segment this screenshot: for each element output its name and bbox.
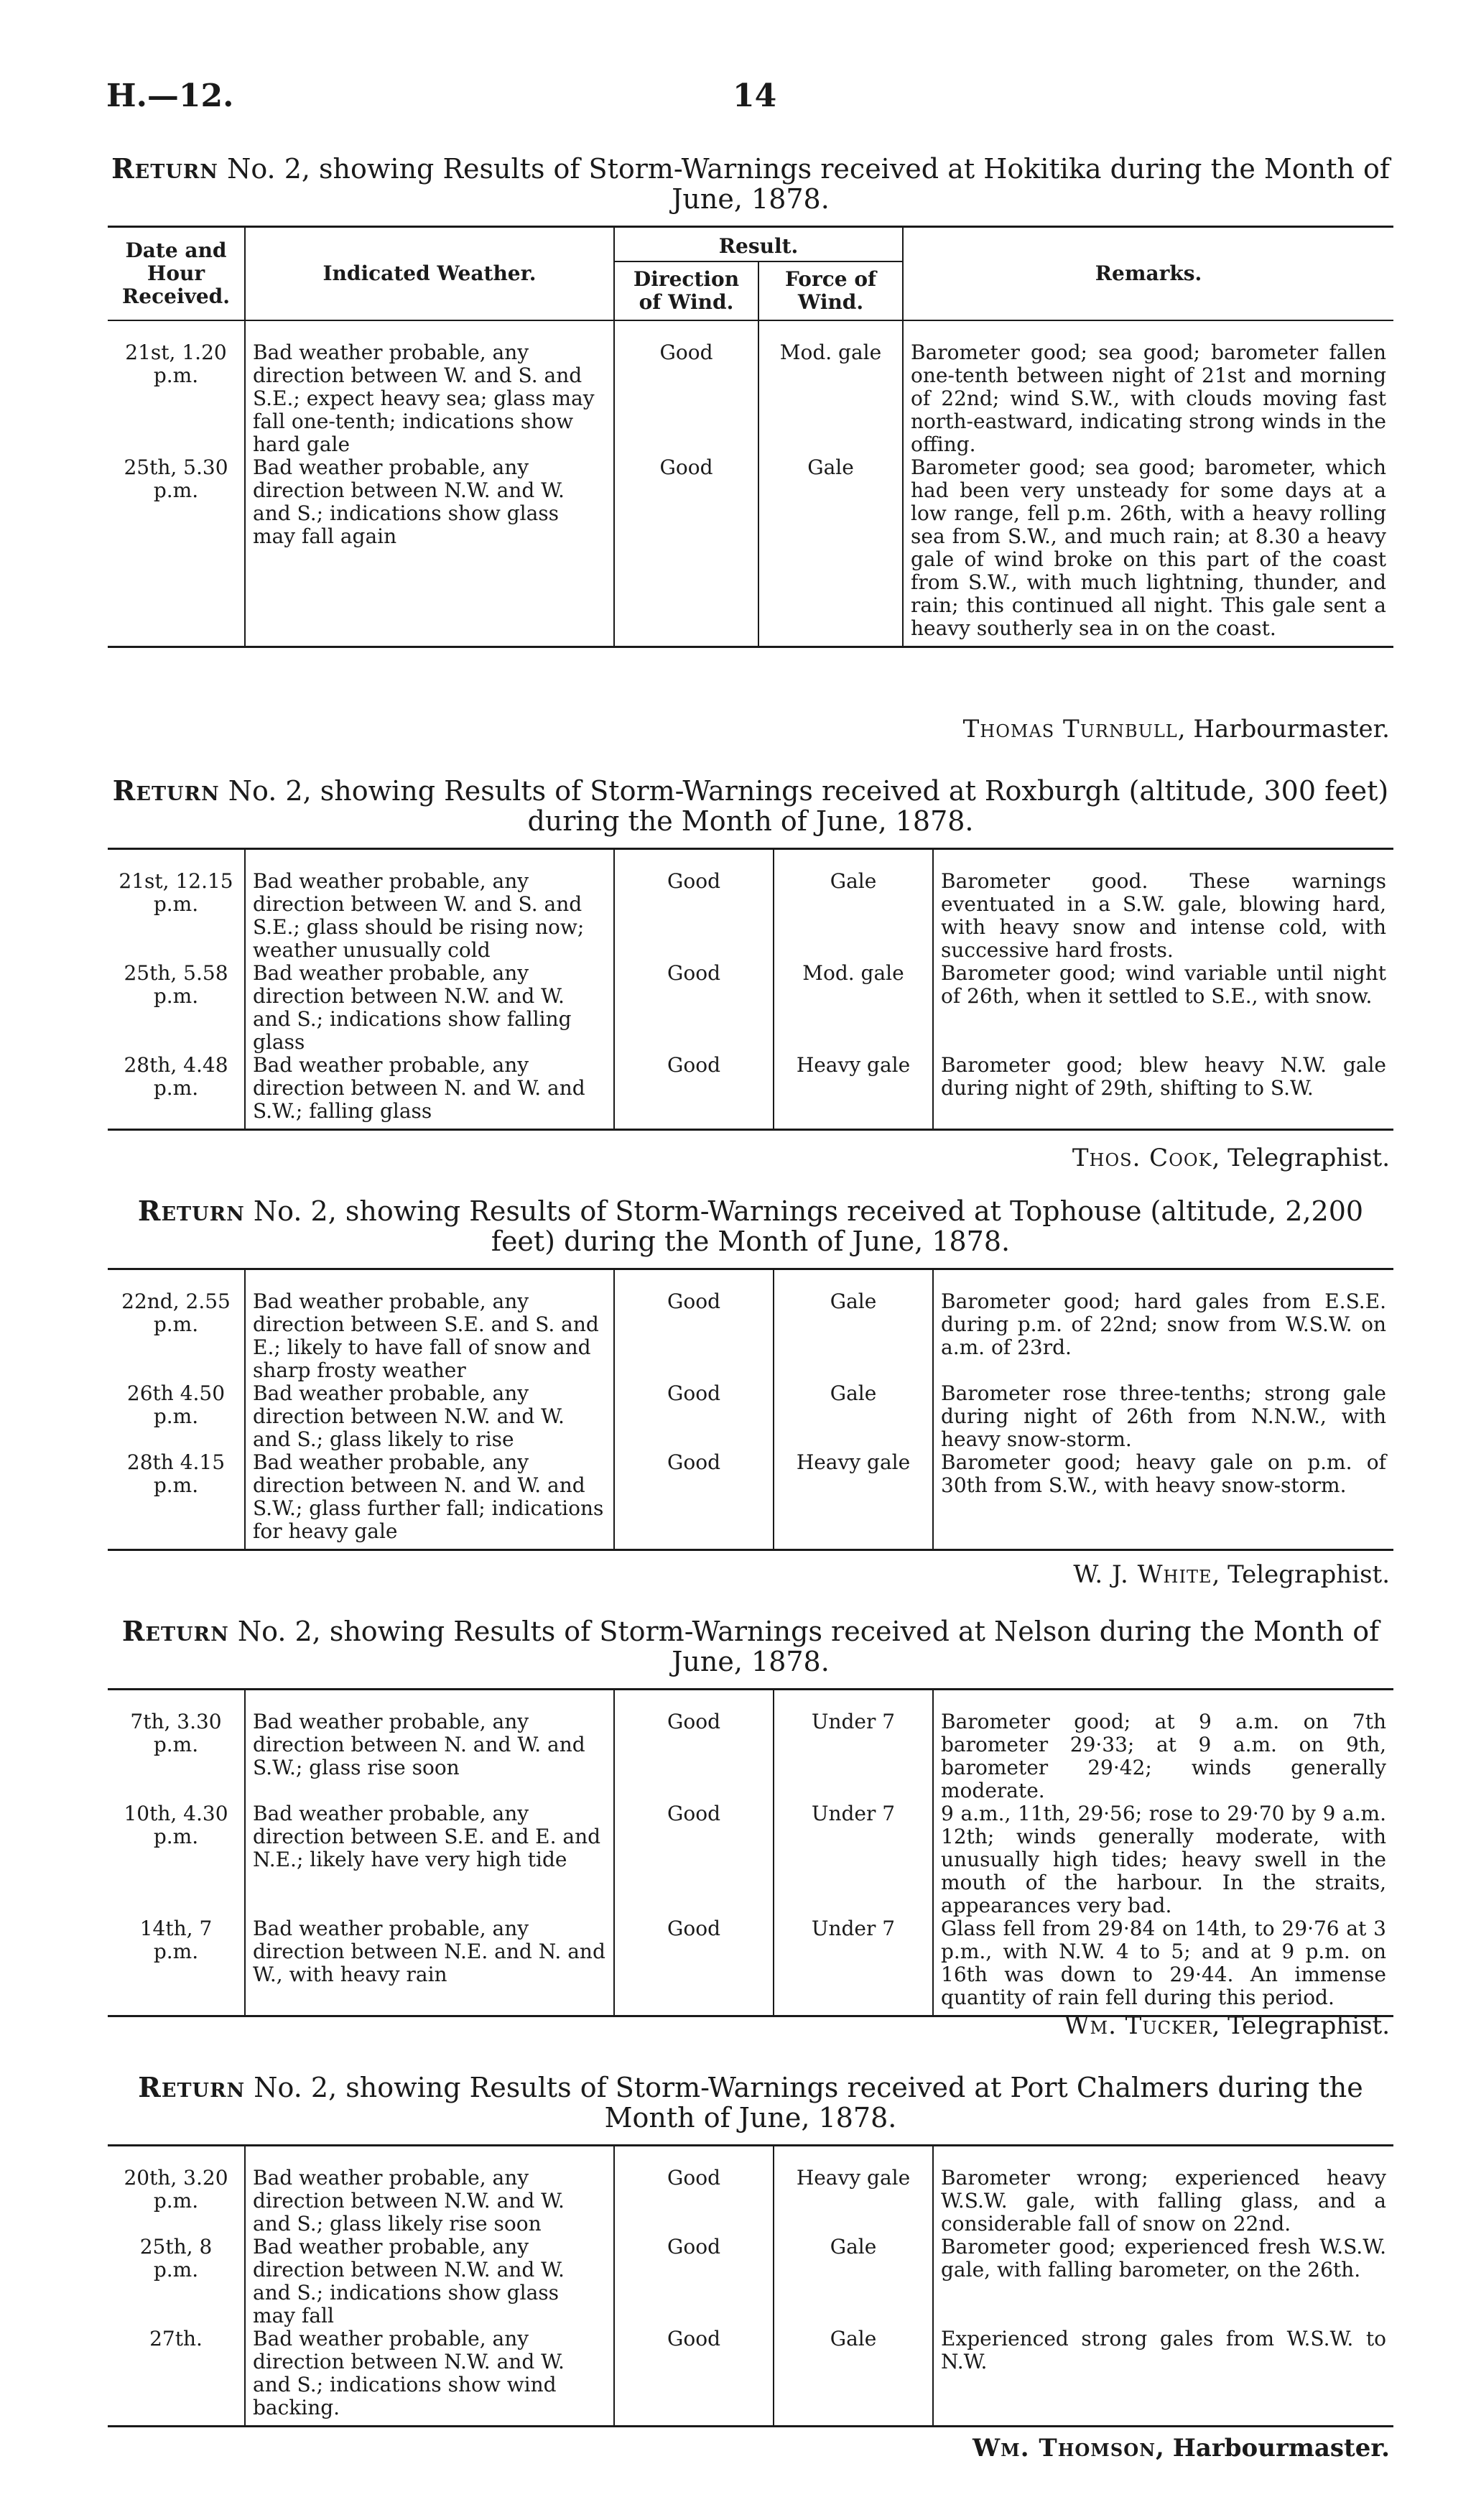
cell-force: Mod. gale [758, 320, 903, 456]
cell-date: 28th 4.15 p.m. [126, 1450, 226, 1497]
cell-indicated: Bad weather probable, any direction between N.W. and W. and S.; indications show glass may fall [245, 2236, 614, 2327]
warnings-table [108, 1688, 1393, 2017]
header-direction: Direction of Wind. [614, 261, 758, 320]
cell-remarks: Barometer rose three-tenths; strong gale during night of 26th from N.N.W., with heavy snow-storm. [933, 1382, 1393, 1451]
signature-name: Wm. Tucker [1064, 2011, 1212, 2040]
cell-force: Gale [774, 2236, 933, 2327]
cell-force: Gale [774, 1269, 933, 1383]
cell-force: Heavy gale [774, 1451, 933, 1550]
cell-force: Gale [774, 849, 933, 963]
header-indicated: Indicated Weather. [245, 227, 614, 321]
cell-direction: Good [614, 2146, 774, 2236]
signature-role: , Harbourmaster. [1177, 715, 1390, 744]
signature-role: , Telegraphist. [1212, 1144, 1390, 1172]
cell-date: 26th 4.50 p.m. [126, 1381, 226, 1428]
table-row [108, 1690, 1393, 1803]
cell-indicated: Bad weather probable, any direction between N.W. and W. and S.; glass likely to rise [245, 1382, 614, 1451]
cell-remarks: Barometer good. These warnings eventuated in a S.W. gale, blowing hard, with heavy snow and intense cold, with successive hard frosts. [933, 849, 1393, 963]
cell-force: Gale [774, 2327, 933, 2427]
signature-tophouse [1073, 1560, 1390, 1589]
cell-indicated: Bad weather probable, any direction between W. and S. and S.E.; glass should be rising now; weather unusually cold [245, 849, 614, 963]
title-lead: Return [121, 1615, 229, 1647]
section-title [108, 154, 1393, 214]
cell-force: Under 7 [774, 1917, 933, 2016]
table-row [108, 1451, 1393, 1550]
section-title [108, 776, 1393, 836]
cell-force: Under 7 [774, 1802, 933, 1917]
signature-port-chalmers [973, 2434, 1390, 2463]
return-section-hokitika [108, 154, 1393, 648]
table-row [108, 1382, 1393, 1451]
cell-date: 25th, 5.30 p.m. [124, 455, 228, 502]
return-section-port-chalmers [108, 2072, 1393, 2427]
signature-roxburgh [1072, 1144, 1390, 1172]
signature-name: Thos. Cook [1072, 1144, 1212, 1172]
cell-date: 28th, 4.48 p.m. [124, 1053, 228, 1100]
cell-direction: Good [614, 1917, 774, 2016]
cell-indicated: Bad weather probable, any direction between N.E. and N. and W., with heavy rain [245, 1917, 614, 2016]
table-row [108, 1054, 1393, 1130]
header-result: Result. [614, 227, 903, 262]
section-title [108, 1616, 1393, 1677]
header-force: Force of Wind. [758, 261, 903, 320]
cell-force: Heavy gale [774, 1054, 933, 1130]
warnings-table [108, 848, 1393, 1131]
table-row [108, 1802, 1393, 1917]
cell-remarks: Barometer good; at 9 a.m. on 7th barometer 29·33; at 9 a.m. on 9th, barometer 29·42; winds generally moderate. [933, 1690, 1393, 1803]
signature-role: , Harbourmaster. [1156, 2434, 1390, 2463]
signature-nelson [1064, 2011, 1390, 2040]
document-reference: H.—12. [106, 78, 234, 114]
cell-date: 25th, 5.58 p.m. [124, 961, 228, 1008]
cell-indicated: Bad weather probable, any direction between S.E. and S. and E.; likely to have fall of snow and sharp frosty weather [245, 1269, 614, 1383]
return-section-roxburgh [108, 776, 1393, 1131]
warnings-table [108, 2144, 1393, 2427]
cell-indicated: Bad weather probable, any direction between N.W. and W. and S.; glass likely rise soon [245, 2146, 614, 2236]
cell-date: 10th, 4.30 p.m. [124, 1802, 228, 1848]
title-text: No. 2, showing Results of Storm-Warnings received at Port Chalmers during the Month of June, 1878. [254, 2072, 1363, 2134]
header-remarks: Remarks. [903, 227, 1393, 321]
cell-direction: Good [614, 1382, 774, 1451]
cell-date: 20th, 3.20 p.m. [124, 2166, 228, 2213]
signature-name: W. J. White [1073, 1560, 1212, 1589]
cell-date: 7th, 3.30 p.m. [130, 1710, 222, 1756]
signature-hokitika [963, 715, 1390, 744]
cell-remarks: Barometer wrong; experienced heavy W.S.W. gale, with falling glass, and a considerable fall of snow on 22nd. [933, 2146, 1393, 2236]
header-date: Date and Hour Received. [122, 238, 230, 308]
cell-remarks: Barometer good; wind variable until night of 26th, when it settled to S.E., with snow. [933, 962, 1393, 1054]
cell-date: 27th. [149, 2327, 203, 2350]
cell-direction: Good [614, 320, 758, 456]
title-text: No. 2, showing Results of Storm-Warnings received at Roxburgh (altitude, 300 feet) during the Month of June, 1878. [228, 775, 1389, 837]
cell-indicated: Bad weather probable, any direction between S.E. and E. and N.E.; likely have very high tide [245, 1802, 614, 1917]
title-text: No. 2, showing Results of Storm-Warnings received at Hokitika during the Month of June, 1878. [227, 153, 1390, 215]
cell-force: Mod. gale [774, 962, 933, 1054]
cell-direction: Good [614, 2327, 774, 2427]
page-number: 14 [733, 78, 777, 114]
title-lead: Return [111, 152, 218, 185]
section-title [108, 2072, 1393, 2133]
title-text: No. 2, showing Results of Storm-Warnings received at Nelson during the Month of June, 1878. [237, 1616, 1380, 1677]
cell-indicated: Bad weather probable, any direction between N.W. and W. and S.; indications show falling glass [245, 962, 614, 1054]
cell-direction: Good [614, 849, 774, 963]
return-section-tophouse [108, 1196, 1393, 1551]
table-row [108, 456, 1393, 647]
title-lead: Return [112, 774, 220, 807]
table-row [108, 1269, 1393, 1383]
table-row [108, 962, 1393, 1054]
cell-remarks: Experienced strong gales from W.S.W. to N.W. [933, 2327, 1393, 2427]
signature-name: Thomas Turnbull [962, 715, 1178, 744]
cell-indicated: Bad weather probable, any direction between N.W. and W. and S.; indications show wind backing. [245, 2327, 614, 2427]
signature-role: , Telegraphist. [1212, 2011, 1390, 2040]
title-lead: Return [137, 1195, 245, 1227]
cell-indicated: Bad weather probable, any direction between N. and W. and S.W.; glass further fall; indications for heavy gale [245, 1451, 614, 1550]
table-row [108, 2236, 1393, 2327]
cell-indicated: Bad weather probable, any direction between N. and W. and S.W.; glass rise soon [245, 1690, 614, 1803]
warnings-table [108, 1268, 1393, 1551]
cell-date: 21st, 12.15 p.m. [119, 869, 233, 916]
cell-direction: Good [614, 1690, 774, 1803]
cell-direction: Good [614, 2236, 774, 2327]
cell-direction: Good [614, 456, 758, 647]
table-row [108, 1917, 1393, 2016]
cell-date: 21st, 1.20 p.m. [125, 341, 227, 387]
table-row [108, 849, 1393, 963]
cell-remarks: Barometer good; blew heavy N.W. gale during night of 29th, shifting to S.W. [933, 1054, 1393, 1130]
cell-date: 25th, 8 p.m. [139, 2235, 213, 2282]
cell-indicated: Bad weather probable, any direction between N.W. and W. and S.; indications show glass may fall again [245, 456, 614, 647]
cell-force: Under 7 [774, 1690, 933, 1803]
title-lead: Return [138, 2071, 246, 2103]
cell-date: 22nd, 2.55 p.m. [121, 1289, 231, 1336]
signature-name: Wm. Thomson [972, 2434, 1156, 2463]
table-row [108, 320, 1393, 456]
signature-role: , Telegraphist. [1212, 1560, 1390, 1589]
cell-remarks: Barometer good; experienced fresh W.S.W. gale, with falling barometer, on the 26th. [933, 2236, 1393, 2327]
cell-remarks: Barometer good; heavy gale on p.m. of 30th from S.W., with heavy snow-storm. [933, 1451, 1393, 1550]
cell-remarks: Barometer good; hard gales from E.S.E. during p.m. of 22nd; snow from W.S.W. on a.m. of 23rd. [933, 1269, 1393, 1383]
cell-remarks: 9 a.m., 11th, 29·56; rose to 29·70 by 9 a.m. 12th; winds generally moderate, with unusually high tides; heavy swell in the mouth of the harbour. In the straits, appearances very bad. [933, 1802, 1393, 1917]
cell-force: Gale [758, 456, 903, 647]
cell-remarks: Glass fell from 29·84 on 14th, to 29·76 at 3 p.m., with N.W. 4 to 5; and at 9 p.m. on 16th was down to 29·44. An immense quantity of rain fell during this period. [933, 1917, 1393, 2016]
cell-remarks: Barometer good; sea good; barometer, which had been very unsteady for some days at a low range, fell p.m. 26th, with a heavy rolling sea from S.W., and much rain; at 8.30 a heavy gale of wind broke on this part of the coast from S.W., with much lightning, thunder, and rain; this continued all night. This gale sent a heavy southerly sea in on the coast. [903, 456, 1393, 647]
cell-force: Gale [774, 1382, 933, 1451]
cell-force: Heavy gale [774, 2146, 933, 2236]
cell-direction: Good [614, 1802, 774, 1917]
table-row [108, 2327, 1393, 2427]
table-row [108, 2146, 1393, 2236]
warnings-table [108, 226, 1393, 648]
cell-direction: Good [614, 1054, 774, 1130]
cell-indicated: Bad weather probable, any direction between N. and W. and S.W.; falling glass [245, 1054, 614, 1130]
return-section-nelson [108, 1616, 1393, 2017]
cell-direction: Good [614, 1451, 774, 1550]
cell-direction: Good [614, 962, 774, 1054]
section-title [108, 1196, 1393, 1256]
cell-direction: Good [614, 1269, 774, 1383]
cell-date: 14th, 7 p.m. [139, 1917, 213, 1963]
cell-indicated: Bad weather probable, any direction between W. and S. and S.E.; expect heavy sea; glass may fall one-tenth; indications show hard gale [245, 320, 614, 456]
cell-remarks: Barometer good; sea good; barometer fallen one-tenth between night of 21st and morning of 22nd; wind S.W., with clouds moving fast north-eastward, indicating strong winds in the offing. [903, 320, 1393, 456]
title-text: No. 2, showing Results of Storm-Warnings received at Tophouse (altitude, 2,200 feet) during the Month of June, 1878. [253, 1195, 1364, 1257]
